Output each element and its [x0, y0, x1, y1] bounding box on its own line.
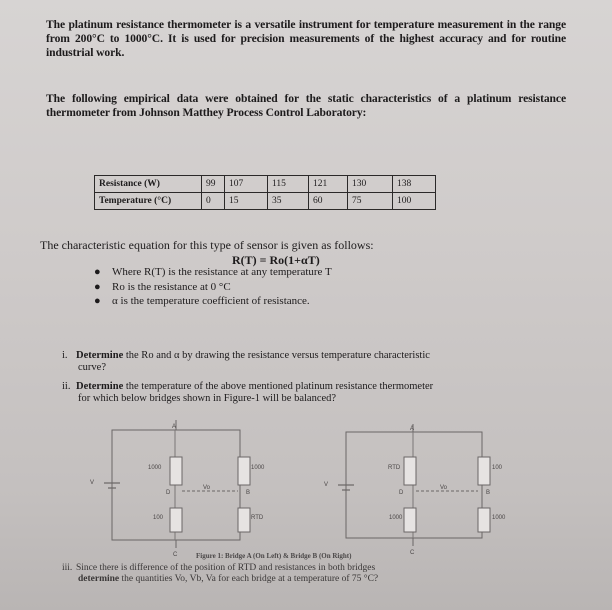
question-text: the temperature of the above mentioned platinum resistance thermometer [125, 381, 434, 392]
table-cell: 60 [309, 193, 348, 210]
resistor-label: RTD [251, 515, 264, 521]
question-number: i. [62, 350, 68, 361]
table-cell: 138 [393, 176, 436, 193]
data-intro-paragraph: The following empirical data were obtained for the static characteristics of a platinum resistance thermometer from Johnson Matthey Process Control Laboratory: [46, 92, 566, 119]
question-verb: Determine [76, 350, 124, 361]
table-cell: 107 [225, 176, 268, 193]
node-d-label: D [166, 490, 171, 496]
question-text: the Ro and α by drawing the resistance versus temperature characteristic [125, 350, 430, 361]
intro-paragraph: The platinum resistance thermometer is a versatile instrument for temperature measurement in the range from 200°C to 1000°C. It is used for precision measurements of the highest accuracy and for routine industrial work. [46, 18, 566, 59]
node-a-label: A [172, 424, 177, 430]
table-cell: 75 [348, 193, 393, 210]
question-continuation: for which below bridges shown in Figure-1 will be balanced? [78, 393, 337, 404]
vo-label: Vo [440, 485, 448, 491]
table-cell: 15 [225, 193, 268, 210]
resistor-r1-rtd [404, 457, 416, 485]
table-cell: 115 [268, 176, 309, 193]
resistor-r4 [478, 508, 490, 532]
resistor-r1 [170, 457, 182, 485]
question-continuation: the quantities Vo, Vb, Va for each bridge at a temperature of 75 °C? [121, 574, 379, 584]
source-label: V [90, 480, 95, 486]
list-item-text: Where R(T) is the resistance at any temperature T [112, 266, 332, 278]
equation-intro: The characteristic equation for this type of sensor is given as follows: [40, 238, 374, 252]
list-item-text: α is the temperature coefficient of resistance. [112, 295, 310, 307]
table-cell: 121 [309, 176, 348, 193]
figure-caption: Figure 1: Bridge A (On Left) & Bridge B (On Right) [196, 552, 352, 560]
bridge-b [338, 424, 490, 546]
resistor-r2 [238, 457, 250, 485]
characteristic-equation: R(T) = Ro(1+αT) [232, 253, 320, 267]
question-verb: Determine [76, 381, 124, 392]
bullet-icon: ● [94, 266, 101, 278]
node-d-label: D [399, 490, 404, 496]
bridge-a-labels [90, 424, 265, 558]
node-a-label: A [410, 426, 415, 432]
node-c-label: C [410, 550, 415, 556]
resistor-label: 100 [153, 515, 164, 521]
table-row-header: Temperature (°C) [95, 193, 202, 210]
question-number: iii. [62, 563, 73, 573]
question-continuation: curve? [78, 362, 106, 373]
resistor-label: 100 [492, 465, 503, 471]
table-cell: 130 [348, 176, 393, 193]
table-cell: 99 [202, 176, 225, 193]
bridge-b-labels [324, 426, 506, 556]
question-iii [62, 563, 562, 585]
bullet-icon: ● [94, 295, 101, 307]
resistor-r4-rtd [238, 508, 250, 532]
resistor-label: 1000 [389, 515, 403, 521]
table-cell: 35 [268, 193, 309, 210]
bullet-icon: ● [94, 280, 101, 293]
bridge-a [104, 420, 250, 548]
node-b-label: B [246, 490, 251, 496]
node-c-label: C [173, 552, 178, 558]
resistor-label: 1000 [492, 515, 506, 521]
question-verb: determine [78, 574, 120, 584]
list-item-text: Ro is the resistance at 0 °C [112, 280, 231, 293]
table-row-header: Resistance (W) [95, 176, 202, 193]
resistor-r3 [170, 508, 182, 532]
table-cell: 0 [202, 193, 225, 210]
resistor-r2 [478, 457, 490, 485]
source-label: V [324, 482, 329, 488]
resistor-r3 [404, 508, 416, 532]
question-text: Since there is difference of the position of RTD and resistances in both bridges [76, 563, 376, 573]
resistor-label: RTD [388, 465, 401, 471]
resistor-label: 1000 [148, 465, 162, 471]
resistor-label: 1000 [251, 465, 265, 471]
table-cell: 100 [393, 193, 436, 210]
question-number: ii. [62, 381, 71, 392]
vo-label: Vo [203, 485, 211, 491]
node-b-label: B [486, 490, 491, 496]
